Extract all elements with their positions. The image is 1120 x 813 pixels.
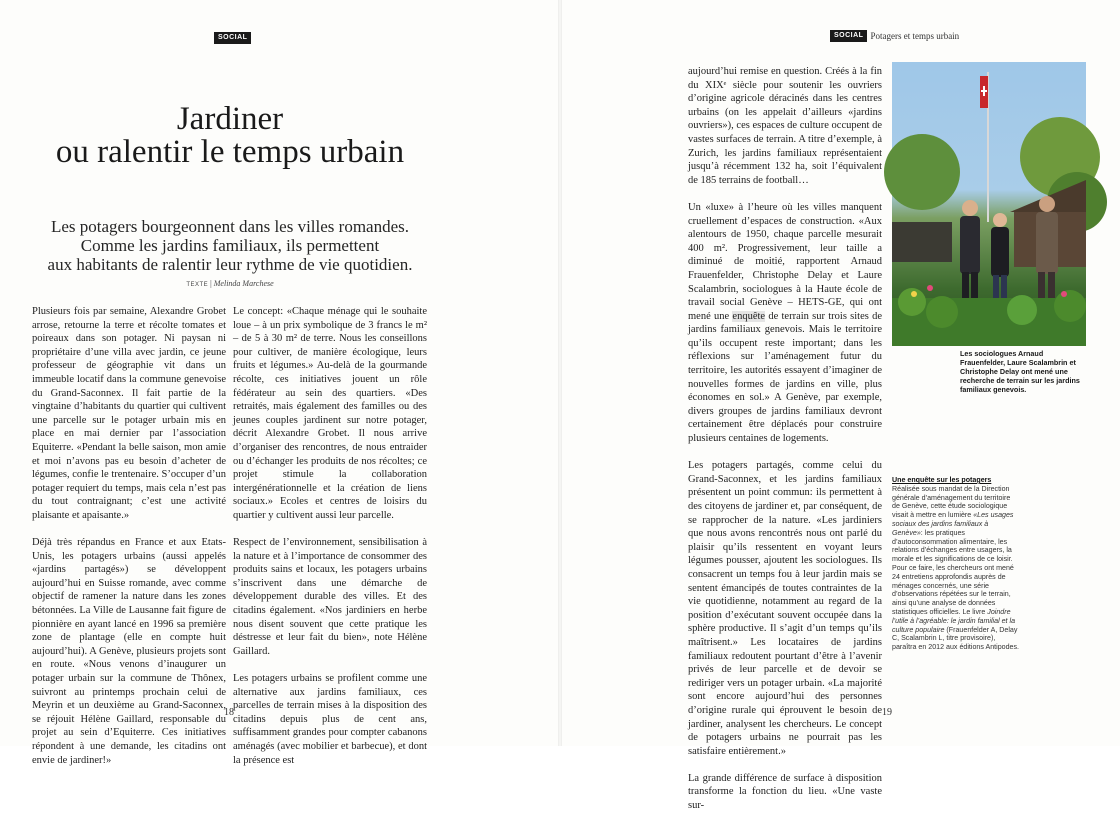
running-head bbox=[830, 30, 959, 42]
page-number-left: 18 bbox=[224, 707, 234, 718]
text-run: Un «luxe» à l’heure où les villes manquent cruellement d’espaces de construction. «Aux alentours de 1950, chaque parcelle mesurait 400 m². Progressivement, leur taille a diminué de moitié, rapportent Arnaud Frauenfelder, Christophe Delay et Laure Scalambrin, sociologues à la Haute école de travail social Genève – HETS-GE, qui ont mené une bbox=[688, 201, 882, 322]
text-run: de terrain sur trois sites de jardins familiaux genevois. Mais le territoire qu’ils occupent reste important; dans les réflexions sur l’aménagement futur du territoire, les autorités essayent d’imaginer de nouvelles formes de jardins en ville, plus économes en sol.» A Genève, par exemple, divers groupes de jardins familiaux devront certainement être déplacés pour construire plusieurs centaines de logements. bbox=[688, 310, 882, 445]
section-tag: SOCIAL bbox=[214, 32, 251, 44]
lead-line-2: Comme les jardins familiaux, ils permettent bbox=[80, 236, 380, 255]
sidebar-text bbox=[892, 485, 1020, 652]
sidebar-box bbox=[892, 476, 1020, 652]
person-head bbox=[993, 213, 1007, 227]
text-run-italic: Joindre l’utile à l’agréable: le jardin familial et la culture populaire bbox=[892, 607, 1016, 634]
paragraph: La grande différence de surface à disposition transforme la fonction du lieu. «Une vaste sur- bbox=[688, 772, 882, 812]
lead-line-1: Les potagers bourgeonnent dans les villes romandes. bbox=[50, 217, 410, 236]
article-column-3 bbox=[688, 65, 882, 813]
article-column-2 bbox=[233, 305, 427, 767]
paragraph: Plusieurs fois par semaine, Alexandre Grobet arrose, retourne la terre et récolte tomates et poireaux dans son potager. Ni paysan ni propriétaire d’une villa avec jardin, ce jeune professeur de géographie vit dans un immeuble locatif dans la commune genevoise du Grand-Saconnex. Il fait partie de la vingtaine d’habitants du quartier qui cultivent une parcelle sur le potager urbain mis en place en mai dernier par l’association Equiterre. «Pendant la belle saison, mon amie et moi n’avons pas eu besoin d’acheter de légumes, confie le trentenaire. S’occuper d’un potager requiert du temps, mais cela n’est pas du tout contraignant; c’est une activité plaisante et apaisante.» bbox=[32, 306, 226, 521]
tree-shape bbox=[884, 134, 960, 210]
person-head bbox=[962, 200, 978, 216]
byline-label: TEXTE bbox=[186, 282, 209, 288]
person-body bbox=[991, 227, 1009, 277]
headline-line-2: ou ralentir le temps urbain bbox=[55, 134, 405, 170]
article-column-1 bbox=[32, 305, 226, 767]
text-run-italic: «Les usages sociaux des jardins familiaux à Genève» bbox=[892, 511, 1014, 537]
paragraph: Les potagers partagés, comme celui du Grand-Saconnex, et les jardins familiaux présentent un point commun: ils permettent à des citoyens de jardiner et, par conséquent, de se rapprocher de la nature. «Les jardiniers que nous avons rencontrés nous ont parlé du plaisir qu’ils ressentent en voyant leurs légumes pousser, ajoutent les sociologues. Ils consacrent un temps fou à leur jardin mais se sentent émancipés de toutes contraintes de la vie quotidienne, notamment au regard de la position d’exécutant souvent occupée dans la sphère productive. Il s’agit d’un temps qu’ils maîtrisent.» Les locataires de jardins familiaux redoutent pourtant d’être à l’avenir privés de leur parcelle et de devoir se rediriger vers un potager urbain. «La majorité sont encore aujourd’hui des personnes d’origine rurale qui éprouvent le besoin de jardiner, analysent les chercheurs. Le concept de potagers urbains ne pourrait pas les satisfaire entièrement.» bbox=[688, 460, 882, 757]
spine-gutter bbox=[558, 0, 562, 746]
paragraph: Le concept: «Chaque ménage qui le souhaite loue – à un prix symbolique de 3 francs le m² – de 5 à 30 m² de terre. Nous les conseillons pour cultiver, de manière écologique, leurs fruits et légumes.» Au-delà de la gourmande récolte, ces initiatives jouent un rôle fédérateur au sein des quartiers. «Des retraités, mais également des familles ou des jeunes couples jardinent sur notre potager, décrit Alexandre Grobet. Il nous arrive d’organiser des rencontres, de nous entraider ou d’échanger les produits de nos récoltes; ce projet stimule la collaboration intergénérationnelle et la création de liens sociaux.» Ecoles et centres de loisirs du quartier y cultivent aussi leur parcelle. bbox=[233, 306, 427, 521]
text-run: Réalisée sous mandat de la Direction générale d’aménagement du territoire de Genève, cette étude sociologique visait à mettre en lumière bbox=[892, 484, 1011, 520]
highlighted-word: enquête bbox=[732, 310, 766, 322]
person-body bbox=[1036, 212, 1058, 274]
garden-shed bbox=[892, 222, 952, 262]
text-run: : les pratiques d’autoconsommation alimentaire, les relations d’échanges entre usagers, la morale et les significations de ce loisir. Pour ce faire, les chercheurs ont mené 24 entretiens approfondis auprès de ménages concernés, une série d’observations répétées sur le terrain, ainsi qu’une analyse de données statistiques officielles. Le livre bbox=[892, 528, 1014, 616]
person-head bbox=[1039, 196, 1055, 212]
running-head-title: Potagers et temps urbain bbox=[870, 31, 960, 41]
sociologists-photo bbox=[892, 62, 1086, 346]
paragraph: Les potagers urbains se profilent comme une alternative aux jardins familiaux, ces parcelles de terrain mises à la disposition des citadins depuis plus de cent ans, suffisamment grandes pour compter cabanons aménagés (avec mobilier et barbecue), et dont la présence est bbox=[233, 673, 427, 766]
person-body bbox=[960, 216, 980, 274]
paragraph: Respect de l’environnement, sensibilisation à la nature et à l’importance de consommer des produits sains et locaux, les potagers urbains s’inscrivent dans une démarche de développement durable des villes. Et des citadins également. «Nos jardiniers en herbe nous disent souvent que cette pratique les déstresse et leur fait du bien», note Hélène Gaillard. bbox=[233, 537, 427, 657]
headline-line-1: Jardiner bbox=[176, 101, 284, 137]
sidebar-title: Une enquête sur les potagers bbox=[892, 476, 992, 484]
paragraph: Déjà très répandus en France et aux Etats-Unis, les potagers urbains (aussi appelés «jardins partagés») se développent aujourd’hui en Suisse romande, avec comme objectif de ramener la nature dans les zones bétonnées. La Ville de Lausanne fait figure de pionnière en ayant lancé en 1996 sa première zone de plantage (elle en compte huit aujourd’hui). A Genève, plusieurs projets sont en route. «Nous venons d’inaugurer un potager urbain sur la commune de Thônex, suivront au printemps prochain celui de Meyrin et un deuxième au Grand-Saconnex, se réjouit Hélène Gaillard, responsable du projet au sein d’Equiterre. Ces initiatives répondent à une demande, les citadins ont envie de jardiner!» bbox=[32, 537, 226, 766]
byline bbox=[20, 279, 440, 288]
text-run: (Frauenfelder A, Delay C, Scalambrin L, titre provisoire), paraîtra en 2012 aux éditions Antipodes. bbox=[892, 625, 1019, 652]
byline-author: Melinda Marchese bbox=[213, 279, 274, 288]
page-number-right: 19 bbox=[882, 707, 892, 718]
lead-line-3: aux habitants de ralentir leur rythme de vie quotidien. bbox=[47, 255, 413, 274]
paragraph bbox=[688, 201, 882, 446]
paragraph: aujourd’hui remise en question. Créés à la fin du XIXᵉ siècle pour soutenir les ouvriers d’origine agricole déracinés dans les centres urbains (on les appelait d’ailleurs «jardins ouvriers»), ces espaces de culture occupent de vastes surfaces de terrain. A titre d’exemple, à Zurich, les jardins familiaux représentaient jusqu’à récemment 132 ha, soit l’équivalent de 185 terrains de football… bbox=[688, 66, 882, 186]
byline-separator: | bbox=[210, 279, 212, 288]
garden-photo-illustration bbox=[892, 62, 1086, 346]
photo-caption: Les sociologues Arnaud Frauenfelder, Laure Scalambrin et Christophe Delay ont mené une recherche de terrain sur les jardins familiaux genevois. bbox=[960, 349, 1080, 394]
running-head-tag: SOCIAL bbox=[830, 30, 867, 42]
